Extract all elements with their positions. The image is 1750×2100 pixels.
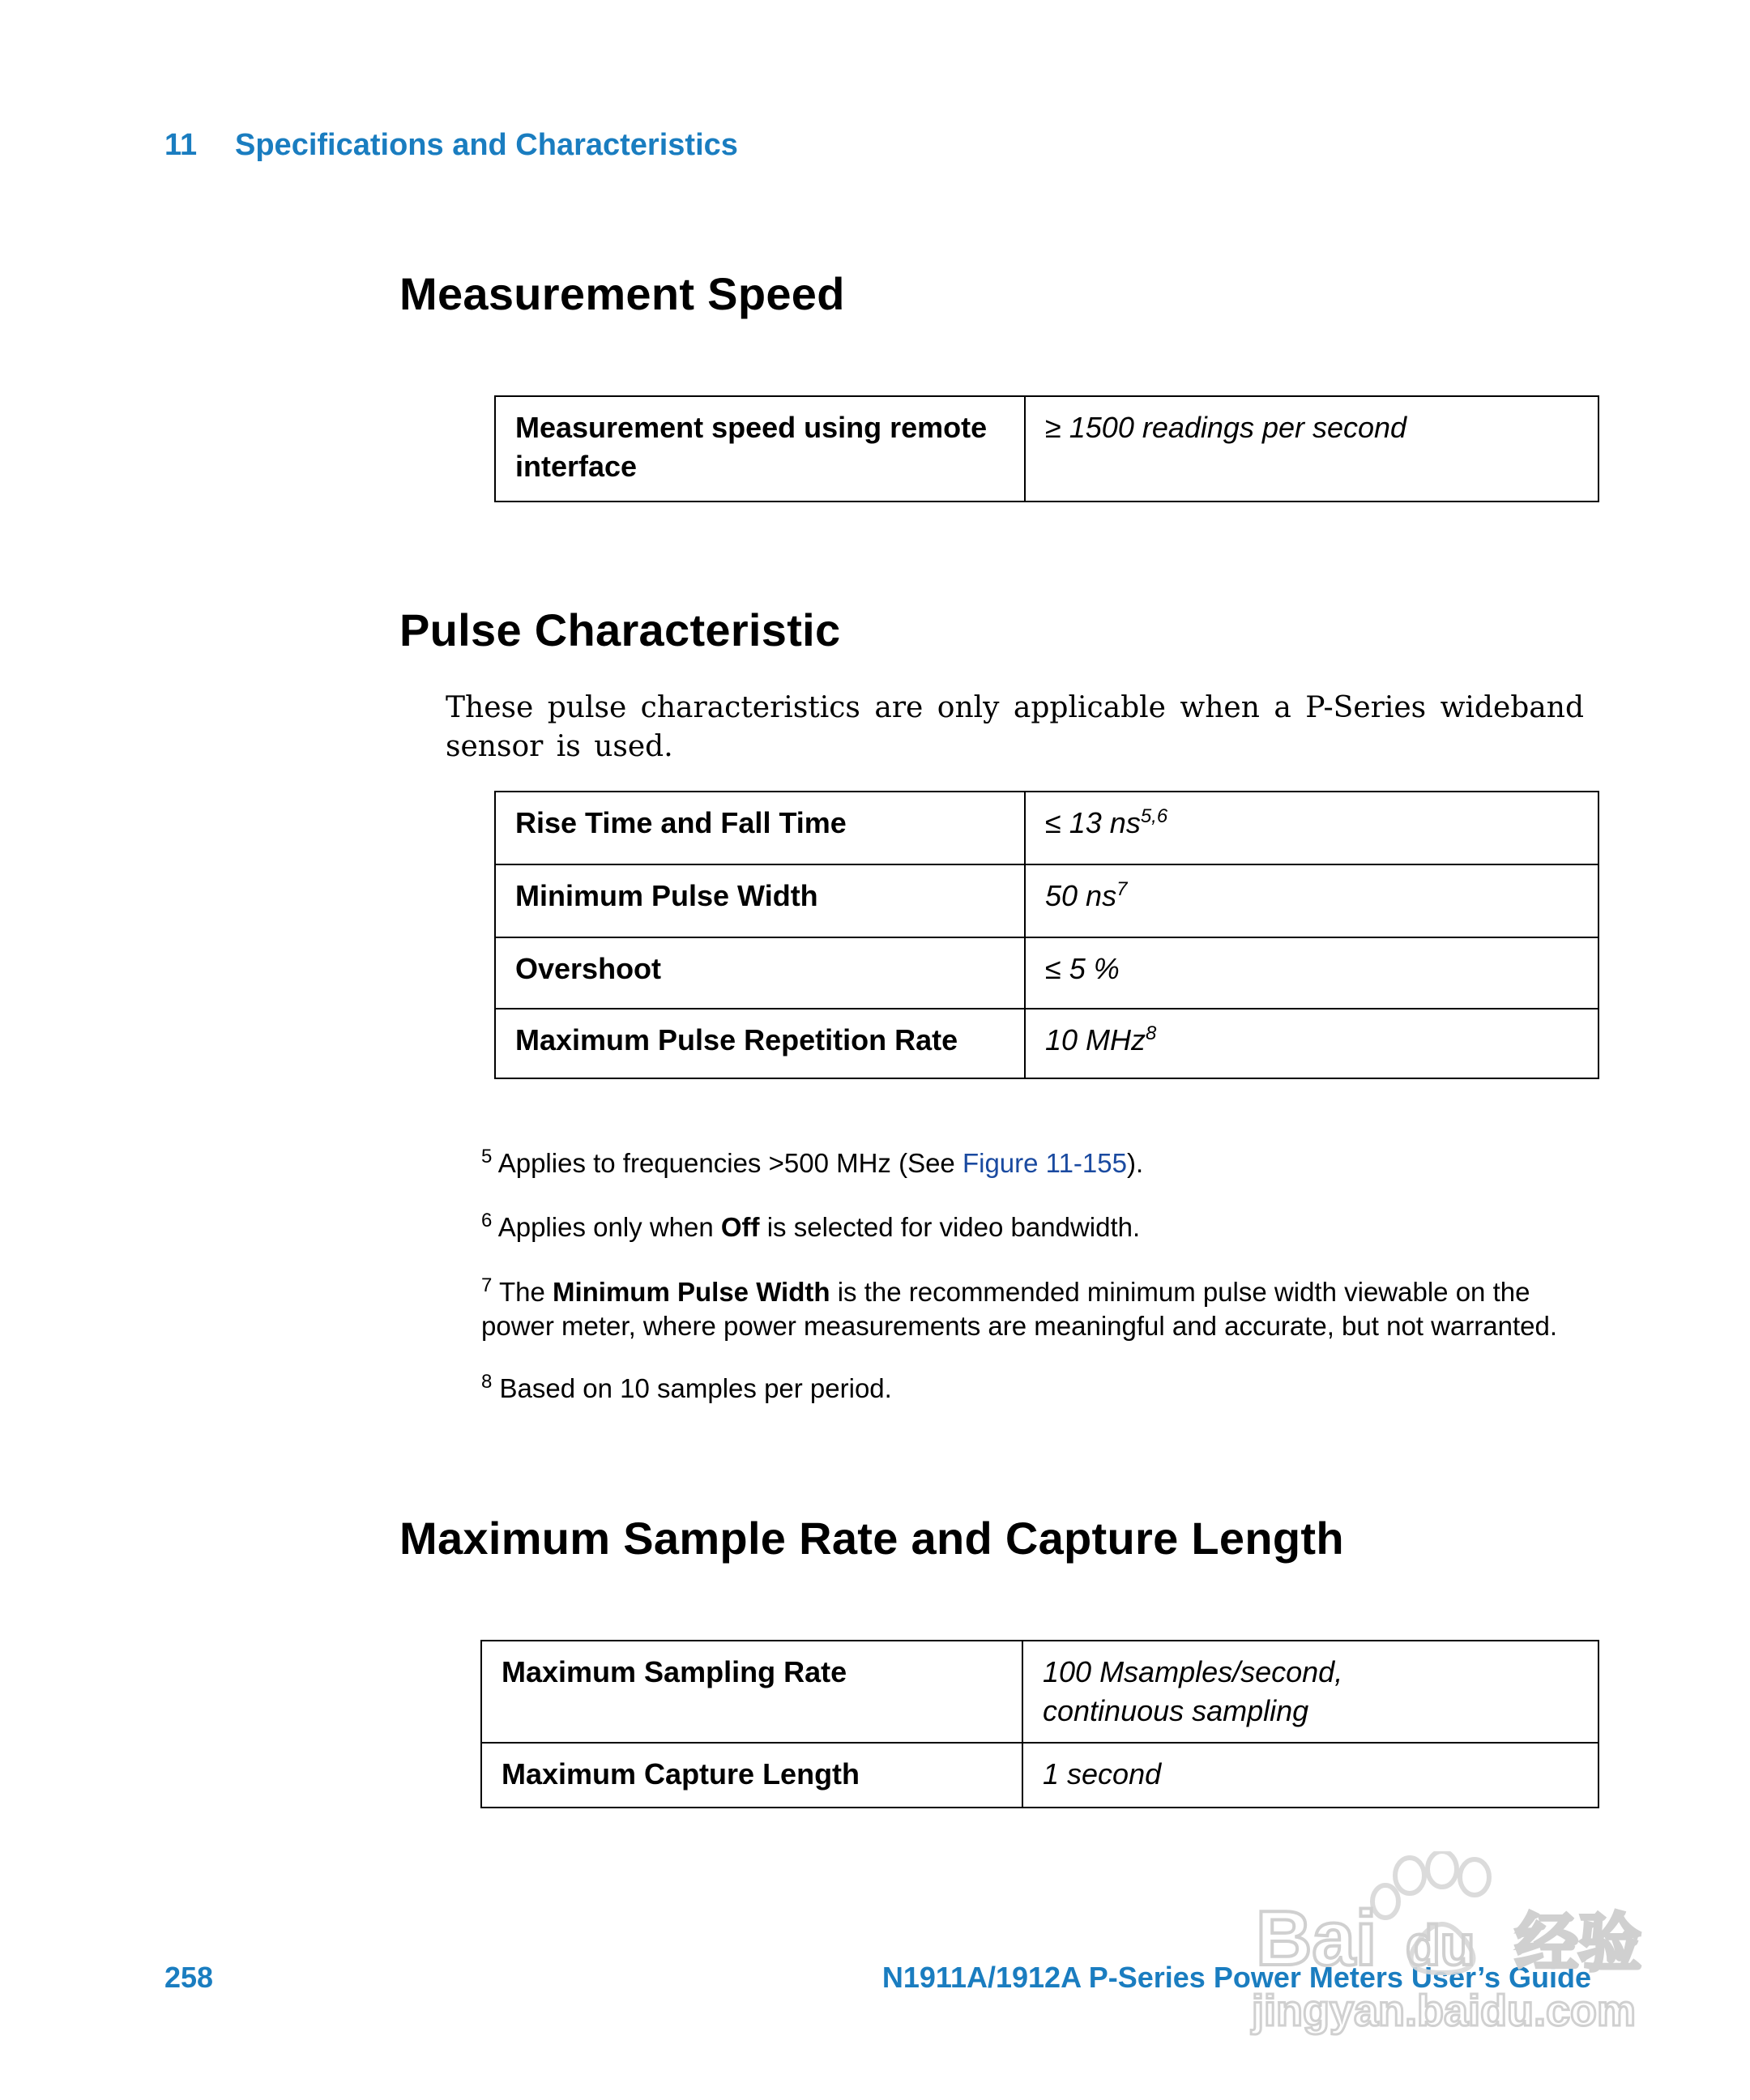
footnote-5 (481, 1146, 1599, 1180)
section-title-measurement-speed: Measurement Speed (399, 268, 845, 319)
page-number: 258 (164, 1961, 214, 1994)
spec-label: Overshoot (495, 937, 1025, 1009)
footnote-number: 8 (481, 1371, 493, 1393)
value-text: ≤ 13 ns (1045, 806, 1141, 839)
table-row (495, 864, 1598, 937)
footnote-text: is selected for video bandwidth. (759, 1212, 1141, 1242)
chapter-title: Specifications and Characteristics (235, 128, 738, 162)
measurement-speed-table (494, 395, 1599, 502)
manual-title: N1911A/1912A P-Series Power Meters User’s Guide (881, 1961, 1591, 1994)
value-line: 100 Msamples/second, (1043, 1655, 1343, 1688)
table-row (495, 396, 1598, 502)
spec-value (1025, 792, 1598, 864)
footnote-ref: 5,6 (1140, 805, 1168, 827)
footnote-bold: Minimum Pulse Width (552, 1277, 830, 1307)
footnote-6 (481, 1210, 1599, 1244)
footnote-text: Applies to frequencies >500 MHz (See (497, 1148, 962, 1178)
baidu-watermark (1248, 1851, 1669, 2046)
sample-rate-table (480, 1640, 1599, 1808)
footnote-ref: 8 (1146, 1022, 1157, 1044)
footnote-7 (481, 1275, 1599, 1343)
spec-label: Maximum Capture Length (481, 1743, 1022, 1808)
pulse-table (494, 791, 1599, 1079)
spec-label: Rise Time and Fall Time (495, 792, 1025, 864)
value-text: 10 MHz (1045, 1023, 1146, 1056)
value-text: ≤ 5 % (1045, 952, 1120, 985)
value-line: continuous sampling (1043, 1694, 1309, 1727)
pulse-intro: These pulse characteristics are only applicable when a P-Series wideband sensor is used. (446, 691, 1584, 763)
spec-label: Maximum Sampling Rate (481, 1641, 1022, 1743)
footnote-text: The (498, 1277, 553, 1307)
chapter-number: 11 (164, 128, 198, 162)
table-row (481, 1743, 1598, 1808)
table-row (495, 792, 1598, 864)
section-title-pulse: Pulse Characteristic (399, 604, 841, 655)
spec-value (1025, 1009, 1598, 1078)
watermark-brand-suffix: du (1406, 1914, 1475, 1977)
footnote-bold: Off (720, 1212, 760, 1242)
spec-value: 1 second (1022, 1743, 1598, 1808)
spec-label: Measurement speed using remote interface (495, 396, 1025, 502)
footnote-number: 5 (481, 1146, 493, 1167)
footnote-8 (481, 1372, 1599, 1406)
table-row (495, 937, 1598, 1009)
table-row (481, 1641, 1598, 1743)
spec-value (1025, 937, 1598, 1009)
spec-value (1025, 864, 1598, 937)
section-title-sample-rate: Maximum Sample Rate and Capture Length (399, 1513, 1344, 1564)
figure-link[interactable]: Figure 11-155 (962, 1148, 1127, 1178)
footnote-text: ). (1126, 1148, 1144, 1178)
footnote-number: 6 (481, 1210, 493, 1231)
footnote-text: Based on 10 samples per period. (499, 1373, 892, 1403)
spec-label: Maximum Pulse Repetition Rate (495, 1009, 1025, 1078)
watermark-brand: Bai (1256, 1895, 1377, 1982)
spec-value: ≥ 1500 readings per second (1025, 396, 1598, 502)
value-text: 50 ns (1045, 879, 1117, 912)
footnote-ref: 7 (1116, 878, 1128, 900)
footnote-text: is the recommended minimum pulse width viewable on the power meter, where power measurements are meaningful and accurate, but not warranted. (481, 1277, 1558, 1341)
spec-value (1022, 1641, 1598, 1743)
footnote-text: Applies only when (497, 1212, 721, 1242)
table-row (495, 1009, 1598, 1078)
watermark-cn: 经验 (1515, 1907, 1642, 1980)
watermark-url: jingyan.baidu.com (1252, 1987, 1637, 2035)
footnote-number: 7 (481, 1274, 493, 1296)
spec-label: Minimum Pulse Width (495, 864, 1025, 937)
